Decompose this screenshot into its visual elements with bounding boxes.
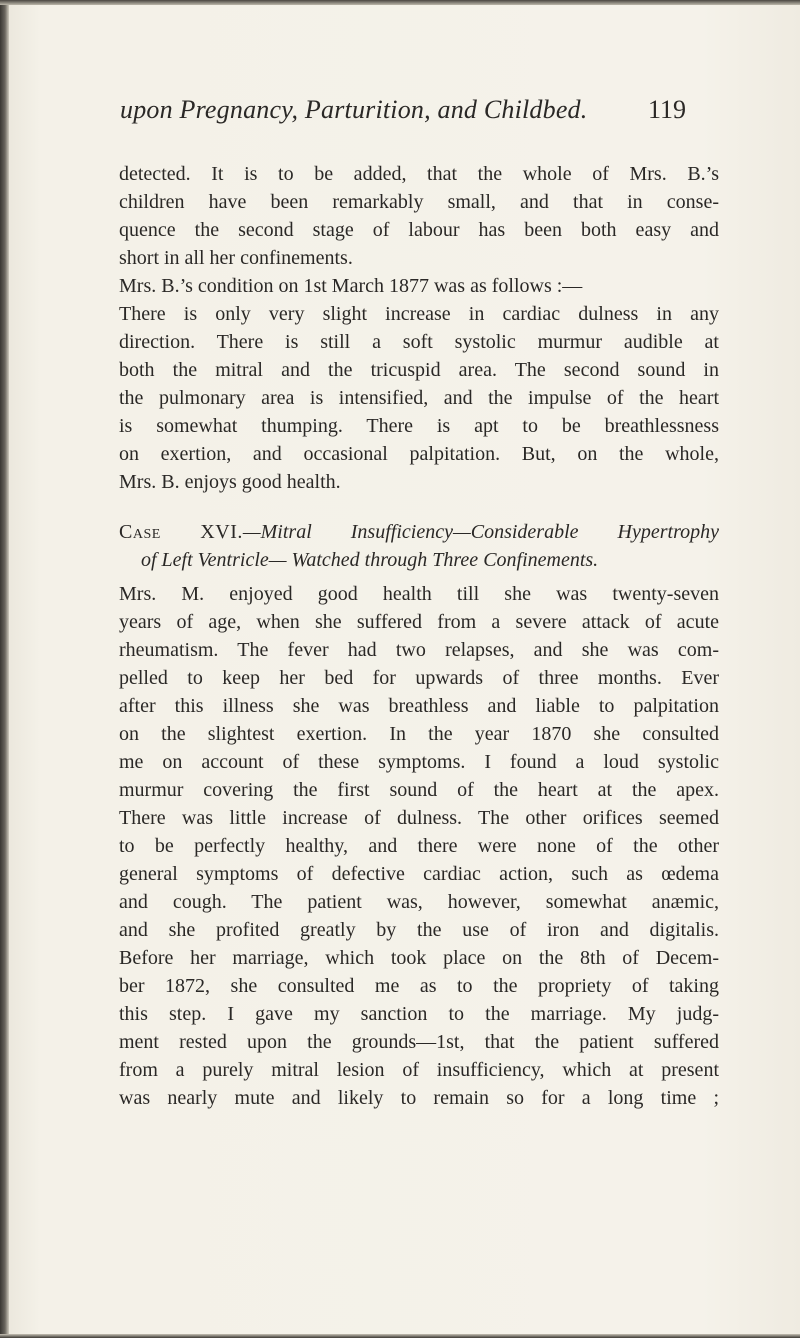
text-line: Mrs. B. enjoys good health. <box>119 471 341 493</box>
text-line: There is only very slight increase in cardiac dulness in any <box>119 303 719 325</box>
text-line: quence the second stage of labour has been both easy and <box>119 219 719 241</box>
text-line: Mrs. B.’s condition on 1st March 1877 was as follows :— <box>119 275 583 297</box>
text-line: was nearly mute and likely to remain so for a long time ; <box>119 1087 719 1109</box>
text-line: There was little increase of dulness. The other orifices seemed <box>119 807 719 829</box>
paragraph-condition <box>119 272 719 496</box>
text-line: from a purely mitral lesion of insufficiency, which at present <box>119 1059 719 1081</box>
text-line: short in all her confinements. <box>119 247 353 269</box>
case-title-part2: of Left Ventricle— Watched through Three Confinements. <box>141 549 599 571</box>
running-head-title: upon Pregnancy, Parturition, and Childbed. <box>120 95 588 124</box>
case-title-part1: —Mitral Insufficiency—Considerable Hypertrophy <box>242 521 719 543</box>
text-line: Mrs. M. enjoyed good health till she was twenty-seven <box>119 583 719 605</box>
text-line: rheumatism. The fever had two relapses, and she was com- <box>119 639 719 661</box>
text-line: and cough. The patient was, however, somewhat anæmic, <box>119 891 719 913</box>
text-line: both the mitral and the tricuspid area. The second sound in <box>119 359 719 381</box>
text-line: after this illness she was breathless and liable to palpitation <box>119 695 719 717</box>
page-bottom-edge <box>0 1334 800 1338</box>
text-line: this step. I gave my sanction to the marriage. My judg- <box>119 1003 719 1025</box>
text-line: years of age, when she suffered from a severe attack of acute <box>119 611 719 633</box>
paragraph-continuation <box>119 160 719 272</box>
text-line: on the slightest exertion. In the year 1870 she consulted <box>119 723 719 745</box>
text-line: to be perfectly healthy, and there were none of the other <box>119 835 719 857</box>
text-line: direction. There is still a soft systolic murmur audible at <box>119 331 719 353</box>
text-line: Before her marriage, which took place on the 8th of Decem- <box>119 947 719 969</box>
text-line: and she profited greatly by the use of iron and digitalis. <box>119 919 719 941</box>
text-line: murmur covering the first sound of the heart at the apex. <box>119 779 719 801</box>
running-head <box>120 95 700 139</box>
text-line: children have been remarkably small, and that in conse- <box>119 191 719 213</box>
text-line: ment rested upon the grounds—1st, that the patient suffered <box>119 1031 719 1053</box>
text-line: detected. It is to be added, that the whole of Mrs. B.’s <box>119 163 719 185</box>
text-line: on exertion, and occasional palpitation. But, on the whole, <box>119 443 719 465</box>
text-line: general symptoms of defective cardiac action, such as œdema <box>119 863 719 885</box>
case-heading <box>119 518 719 574</box>
page-number: 119 <box>648 95 687 124</box>
text-line: me on account of these symptoms. I found a loud systolic <box>119 751 719 773</box>
text-line: the pulmonary area is intensified, and the impulse of the heart <box>119 387 719 409</box>
paragraph-case-history <box>119 580 719 1112</box>
case-heading-line <box>119 518 719 546</box>
section-gap <box>119 496 719 518</box>
case-label: Case XVI. <box>119 521 243 543</box>
text-line: is somewhat thumping. There is apt to be breathlessness <box>119 415 719 437</box>
text-line: pelled to keep her bed for upwards of three months. Ever <box>119 667 719 689</box>
page-top-edge <box>0 0 800 5</box>
body-text <box>119 160 719 1112</box>
text-line: ber 1872, she consulted me as to the propriety of taking <box>119 975 719 997</box>
page-binding-shadow <box>0 0 9 1338</box>
